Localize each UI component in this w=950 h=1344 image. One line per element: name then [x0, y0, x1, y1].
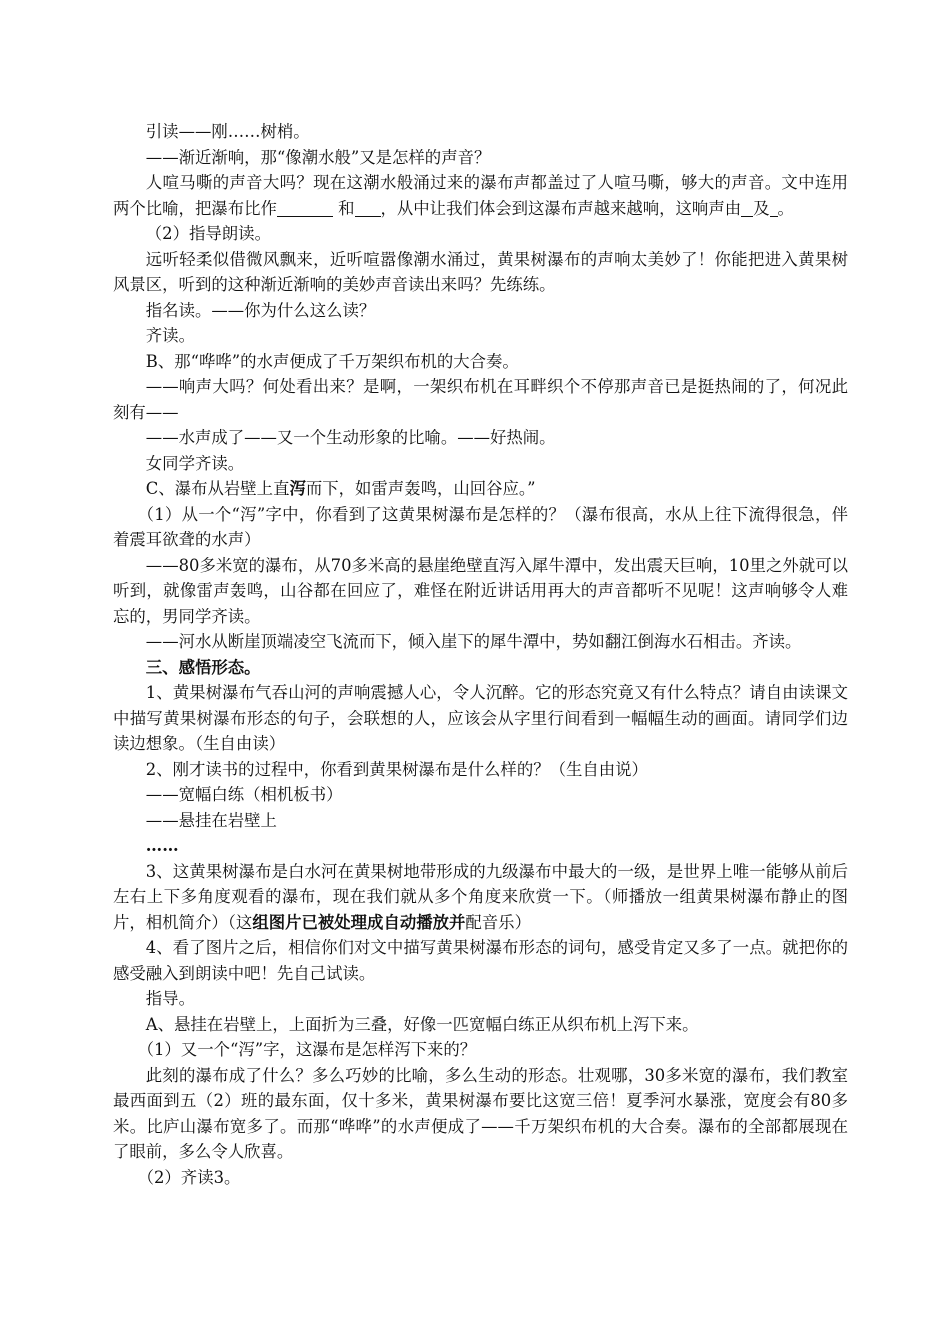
paragraph-1: 引读——刚……树梢。 — [145, 122, 310, 141]
paragraph-28: （2）齐读3。 — [137, 1167, 241, 1187]
paragraph-2: ——渐近渐响，那“像潮水般”又是怎样的声音？ — [145, 147, 491, 167]
fill-blank-4 — [770, 198, 778, 217]
paragraph-14: ——80多米宽的瀑布，从70多米高的悬崖绝壁直泻入犀牛潭中，发出震天巨响，10里之外就可以听到，就像雷声轰鸣，山谷都在回应了，难怪在附近讲话用再大的声音都听不见呢！这声响够令人难忘的，男同学齐读。 — [113, 555, 848, 626]
paragraph-8: B、那“哗哗”的水声便成了千万架织布机的大合奏。 — [145, 351, 519, 371]
paragraph-22-text-c: 配音乐） — [465, 912, 531, 932]
paragraph-22-emphasis: 组图片已被处理成自动播放并 — [252, 912, 466, 932]
paragraph-11: 女同学齐读。 — [145, 453, 245, 473]
paragraph-25: A、悬挂在岩壁上，上面折为三叠，好像一匹宽幅白练正从织布机上泻下来。 — [145, 1014, 699, 1034]
fill-blank-3 — [741, 198, 753, 217]
section-heading: 三、感悟形态。 — [145, 657, 261, 677]
paragraph-17: 1、黄果树瀑布气吞山河的声响震撼人心，令人沉醉。它的形态究竟又有什么特点？请自由读课文中描写黄果树瀑布形态的句子，会联想的人，应该会从字里行间看到一幅幅生动的画面。请同学们边读边想象。（生自由读） — [113, 683, 848, 753]
fill-blank-2 — [355, 198, 381, 217]
paragraph-3-text-c: ，从中让我们体会到这瀑布声越来越响，这响声由 — [380, 198, 742, 218]
paragraph-3-text-b: 和 — [338, 198, 355, 218]
document-page — [113, 119, 848, 1190]
paragraph-23: 4、看了图片之后，相信你们对文中描写黄果树瀑布形态的词句，感受肯定又多了一点。就把你的感受融入到朗读中吧！先自己试读。 — [113, 938, 848, 983]
paragraph-7: 齐读。 — [145, 326, 195, 345]
paragraph-22-text-a: 3、这黄果树瀑布是白水河在黄果树地带形成的九级瀑布中最大的一级，是世界上唯一能够从前后左右上下多角度观看的瀑布，现在我们就从多个角度来欣赏一下。（师播放一组黄果树瀑布静止的图片，相机简介）（这 — [113, 861, 848, 932]
paragraph-26: （1）又一个“泻”字，这瀑布是怎样泻下来的？ — [137, 1040, 477, 1059]
paragraph-6: 指名读。——你为什么这么读？ — [145, 300, 376, 320]
paragraph-12-text-c: 而下，如雷声轰鸣，山回谷应。” — [305, 479, 536, 498]
paragraph-12-emphasis: 泻 — [289, 479, 306, 498]
paragraph-15: ——河水从断崖顶端凌空飞流而下，倾入崖下的犀牛潭中，势如翻江倒海水石相击。齐读。 — [145, 632, 802, 651]
paragraph-24: 指导。 — [145, 989, 195, 1008]
paragraph-3-text-d: 及 — [753, 198, 770, 218]
paragraph-18: 2、刚才读书的过程中，你看到黄果树瀑布是什么样的？（生自由说） — [145, 759, 648, 779]
paragraph-21-ellipsis: …… — [145, 836, 179, 855]
paragraph-3-text-e: 。 — [777, 198, 794, 218]
paragraph-20: ——悬挂在岩壁上 — [145, 810, 277, 830]
paragraph-4: （2）指导朗读。 — [145, 224, 271, 243]
paragraph-19: ——宽幅白练（相机板书） — [145, 785, 343, 804]
paragraph-3-text-a: 人喧马嘶的声音大吗？现在这潮水般涌过来的瀑布声都盖过了人喧马嘶，够大的声音。文中连用两个比喻，把瀑布比作 — [113, 173, 848, 218]
paragraph-12-text-a: C、瀑布从岩壁上直 — [145, 479, 290, 498]
paragraph-27: 此刻的瀑布成了什么？多么巧妙的比喻，多么生动的形态。壮观哪，30多米宽的瀑布，我们教室最西面到五（2）班的最东面，仅十多米，黄果树瀑布要比这宽三倍！夏季河水暴涨，宽度会有80多米。比庐山瀑布宽多了。而那“哗哗”的水声便成了——千万架织布机的大合奏。瀑布的全部都展现在了眼前，多么令人欣喜。 — [113, 1065, 848, 1161]
paragraph-3 — [113, 170, 848, 221]
paragraph-12 — [113, 476, 848, 502]
fill-blank-1 — [277, 198, 333, 217]
paragraph-13: （1）从一个“泻”字中，你看到了这黄果树瀑布是怎样的？（瀑布很高，水从上往下流得很急，伴着震耳欲聋的水声） — [113, 504, 848, 549]
paragraph-22 — [113, 859, 848, 936]
paragraph-5: 远听轻柔似借微风飘来，近听喧嚣像潮水涌过，黄果树瀑布的声响太美妙了！你能把进入黄果树风景区，听到的这种渐近渐响的美妙声音读出来吗？先练练。 — [113, 249, 848, 294]
paragraph-10: ——水声成了——又一个生动形象的比喻。——好热闹。 — [145, 428, 556, 447]
paragraph-9: ——响声大吗？何处看出来？是啊，一架织布机在耳畔织个不停那声音已是挺热闹的了，何况此刻有—— — [113, 377, 848, 422]
